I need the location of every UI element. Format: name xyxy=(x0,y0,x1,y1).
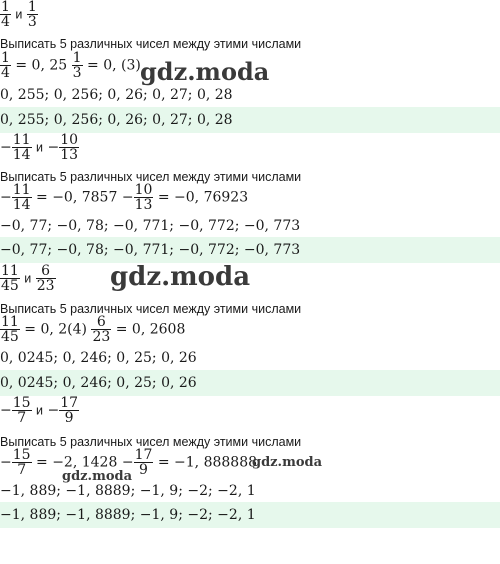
task2-list: −0, 77; −0, 78; −0, 771; −0, 772; −0, 773 xyxy=(0,218,301,234)
watermark-logo: gdz.moda xyxy=(140,57,270,86)
task2-decimals: − $\frac{11}{14}$ = −0, 7857 − $\frac{10}{13}$ = −0, 76923 xyxy=(0,182,249,213)
task2-prompt: Выписать 5 различных чисел между этими числами xyxy=(0,170,302,184)
task4-prompt: Выписать 5 различных чисел между этими числами xyxy=(0,435,302,449)
watermark-logo: gdz.moda xyxy=(110,262,251,292)
task1-list: 0, 255; 0, 256; 0, 26; 0, 27; 0, 28 xyxy=(0,87,233,103)
task1-conj: и xyxy=(15,7,23,22)
task1-fraction-b: $\frac{1}{3}$ xyxy=(27,0,37,30)
watermark-logo: gdz.moda xyxy=(252,455,323,470)
task1-answer: 0, 255; 0, 256; 0, 26; 0, 27; 0, 28 xyxy=(0,112,233,128)
task1-prompt: Выписать 5 различных чисел между этими числами xyxy=(0,37,302,51)
task4-pair: − $\frac{15}{7}$ и − $\frac{17}{9}$ xyxy=(0,395,79,426)
task2-pair: − $\frac{11}{14}$ и − $\frac{10}{13}$ xyxy=(0,132,79,163)
task3-list: 0, 0245; 0, 246; 0, 25; 0, 26 xyxy=(0,350,197,366)
task3-decimals: $\frac{11}{45}$ = 0, 2(4) $\frac{6}{23}$ = 0, 2608 xyxy=(1,314,186,345)
task1-pair xyxy=(0,0,38,29)
watermark-logo: gdz.moda xyxy=(62,469,133,484)
task1-decimals: $\frac{1}{4}$ = 0, 25 $\frac{1}{3}$ = 0, (3) xyxy=(1,50,141,81)
task2-answer: −0, 77; −0, 78; −0, 771; −0, 772; −0, 773 xyxy=(0,242,301,258)
task3-prompt: Выписать 5 различных чисел между этими числами xyxy=(0,302,302,316)
task3-answer: 0, 0245; 0, 246; 0, 25; 0, 26 xyxy=(0,375,197,391)
task1-fraction-a: $\frac{1}{4}$ xyxy=(1,0,10,30)
task4-list: −1, 889; −1, 8889; −1, 9; −2; −2, 1 xyxy=(0,483,256,499)
task4-decimals: − $\frac{15}{7}$ = −2, 1428 − $\frac{17}{9}$ = −1, 888888 xyxy=(0,447,258,478)
task4-answer: −1, 889; −1, 8889; −1, 9; −2; −2, 1 xyxy=(0,507,256,523)
task3-pair: $\frac{11}{45}$ и $\frac{6}{23}$ xyxy=(1,263,55,294)
